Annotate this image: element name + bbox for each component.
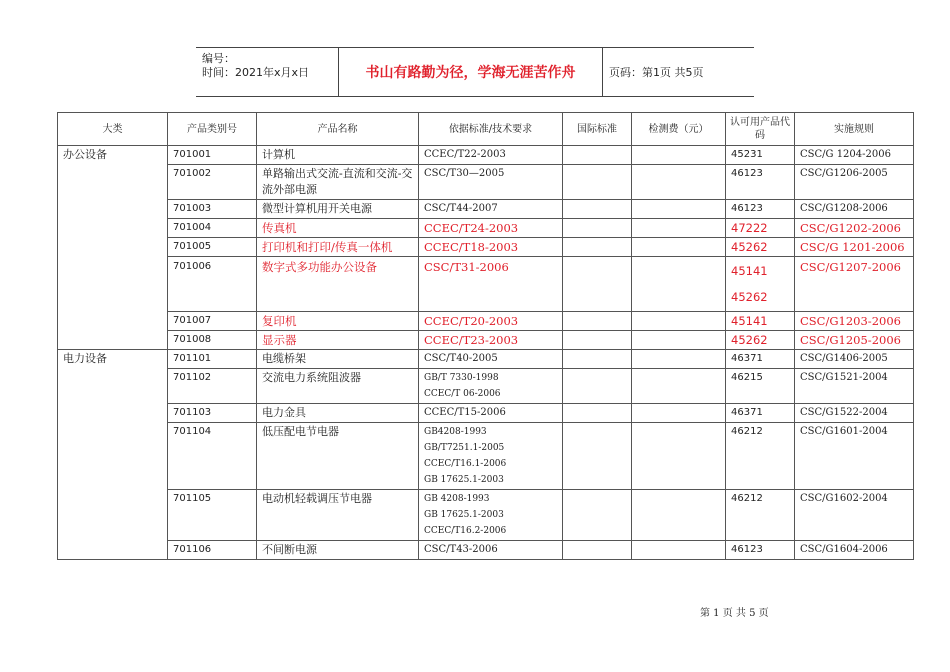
column-header: 认可用产品代码 — [726, 113, 795, 146]
test-fee-cell — [632, 219, 726, 238]
product-code-cell: 46123 — [726, 165, 795, 200]
product-name-cell: 数字式多功能办公设备 — [257, 257, 419, 312]
test-fee-cell — [632, 369, 726, 404]
product-name-cell: 电动机轻载调压节电器 — [257, 490, 419, 541]
test-fee-cell — [632, 238, 726, 257]
product-name-cell: 电力金具 — [257, 404, 419, 423]
standard-cell: CSC/T43-2006 — [419, 541, 563, 560]
table-row — [58, 331, 914, 350]
test-fee-cell — [632, 257, 726, 312]
table-row — [58, 312, 914, 331]
page-header — [196, 47, 754, 97]
category-number-cell: 701005 — [168, 238, 257, 257]
category-number-cell: 701007 — [168, 312, 257, 331]
page-footer: 第 1 页 共 5 页 — [700, 608, 769, 619]
product-code-cell: 46123 — [726, 200, 795, 219]
category-number-cell: 701008 — [168, 331, 257, 350]
header-meta — [196, 48, 339, 96]
international-standard-cell — [563, 490, 632, 541]
implementation-rule-cell: CSC/G1208-2006 — [795, 200, 914, 219]
category-number-cell: 701102 — [168, 369, 257, 404]
test-fee-cell — [632, 404, 726, 423]
table-row — [58, 404, 914, 423]
product-name-cell: 交流电力系统阻波器 — [257, 369, 419, 404]
implementation-rule-cell: CSC/G1205-2006 — [795, 331, 914, 350]
document-time-label: 时间：2021年x月x日 — [202, 66, 310, 79]
product-name-cell: 复印机 — [257, 312, 419, 331]
standard-cell: CCEC/T23-2003 — [419, 331, 563, 350]
standard-cell: CSC/T44-2007 — [419, 200, 563, 219]
column-header: 产品类别号 — [168, 113, 257, 146]
product-name-cell: 打印机和打印/传真一体机 — [257, 238, 419, 257]
table-row — [58, 490, 914, 541]
international-standard-cell — [563, 369, 632, 404]
implementation-rule-cell: CSC/G1522-2004 — [795, 404, 914, 423]
category-number-cell: 701002 — [168, 165, 257, 200]
standard-cell: CCEC/T18-2003 — [419, 238, 563, 257]
standard-cell: GB/T 7330-1998 CCEC/T 06-2006 — [419, 369, 563, 404]
implementation-rule-cell: CSC/G1207-2006 — [795, 257, 914, 312]
product-name-cell: 微型计算机用开关电源 — [257, 200, 419, 219]
international-standard-cell — [563, 312, 632, 331]
column-header: 大类 — [58, 113, 168, 146]
category-number-cell: 701004 — [168, 219, 257, 238]
table-row — [58, 423, 914, 490]
product-name-cell: 低压配电节电器 — [257, 423, 419, 490]
international-standard-cell — [563, 541, 632, 560]
test-fee-cell — [632, 331, 726, 350]
table-row — [58, 350, 914, 369]
test-fee-cell — [632, 490, 726, 541]
implementation-rule-cell: CSC/G1202-2006 — [795, 219, 914, 238]
test-fee-cell — [632, 200, 726, 219]
product-code-cell: 45141 45262 — [726, 257, 795, 312]
product-code-cell: 46212 — [726, 490, 795, 541]
category-number-cell: 701104 — [168, 423, 257, 490]
header-motto: 书山有路勤为径，学海无涯苦作舟 — [339, 48, 603, 96]
international-standard-cell — [563, 331, 632, 350]
international-standard-cell — [563, 238, 632, 257]
document-number-label: 编号： — [202, 52, 235, 65]
international-standard-cell — [563, 165, 632, 200]
standard-cell: GB4208-1993 GB/T7251.1-2005 CCEC/T16.1-2006 GB 17625.1-2003 — [419, 423, 563, 490]
product-code-cell: 46371 — [726, 350, 795, 369]
header-page-info: 页码：第1页 共5页 — [609, 66, 704, 79]
category-number-cell: 701006 — [168, 257, 257, 312]
table-row — [58, 219, 914, 238]
table-row — [58, 369, 914, 404]
standard-cell: CSC/T30—2005 — [419, 165, 563, 200]
column-header: 国际标准 — [563, 113, 632, 146]
column-header: 实施规则 — [795, 113, 914, 146]
table-body — [58, 146, 914, 560]
international-standard-cell — [563, 350, 632, 369]
category-number-cell: 701101 — [168, 350, 257, 369]
table-row — [58, 541, 914, 560]
product-name-cell: 计算机 — [257, 146, 419, 165]
test-fee-cell — [632, 350, 726, 369]
table-header-row — [58, 113, 914, 146]
column-header: 检测费（元） — [632, 113, 726, 146]
column-header: 产品名称 — [257, 113, 419, 146]
implementation-rule-cell: CSC/G1203-2006 — [795, 312, 914, 331]
product-table — [57, 112, 914, 560]
product-code-cell: 46212 — [726, 423, 795, 490]
implementation-rule-cell: CSC/G 1201-2006 — [795, 238, 914, 257]
implementation-rule-cell: CSC/G1602-2004 — [795, 490, 914, 541]
product-code-cell: 47222 — [726, 219, 795, 238]
test-fee-cell — [632, 312, 726, 331]
implementation-rule-cell: CSC/G1521-2004 — [795, 369, 914, 404]
table-row — [58, 165, 914, 200]
category-number-cell: 701003 — [168, 200, 257, 219]
product-code-cell: 46123 — [726, 541, 795, 560]
table-row — [58, 146, 914, 165]
product-code-cell: 45231 — [726, 146, 795, 165]
product-name-cell: 显示器 — [257, 331, 419, 350]
international-standard-cell — [563, 257, 632, 312]
product-name-cell: 不间断电源 — [257, 541, 419, 560]
standard-cell: CSC/T40-2005 — [419, 350, 563, 369]
international-standard-cell — [563, 404, 632, 423]
international-standard-cell — [563, 423, 632, 490]
implementation-rule-cell: CSC/G1206-2005 — [795, 165, 914, 200]
implementation-rule-cell: CSC/G 1204-2006 — [795, 146, 914, 165]
product-name-cell: 传真机 — [257, 219, 419, 238]
table-row — [58, 200, 914, 219]
test-fee-cell — [632, 423, 726, 490]
product-name-cell: 单路输出式交流-直流和交流-交流外部电源 — [257, 165, 419, 200]
test-fee-cell — [632, 146, 726, 165]
product-code-cell: 46371 — [726, 404, 795, 423]
category-number-cell: 701103 — [168, 404, 257, 423]
table-row — [58, 257, 914, 312]
international-standard-cell — [563, 200, 632, 219]
international-standard-cell — [563, 146, 632, 165]
product-code-cell: 45262 — [726, 238, 795, 257]
standard-cell: CCEC/T24-2003 — [419, 219, 563, 238]
category-cell: 电力设备 — [58, 350, 168, 560]
category-number-cell: 701001 — [168, 146, 257, 165]
standard-cell: CCEC/T22-2003 — [419, 146, 563, 165]
category-number-cell: 701106 — [168, 541, 257, 560]
international-standard-cell — [563, 219, 632, 238]
column-header: 依据标准/技术要求 — [419, 113, 563, 146]
category-cell: 办公设备 — [58, 146, 168, 350]
product-code-cell: 46215 — [726, 369, 795, 404]
implementation-rule-cell: CSC/G1604-2006 — [795, 541, 914, 560]
category-number-cell: 701105 — [168, 490, 257, 541]
standard-cell: CSC/T31-2006 — [419, 257, 563, 312]
product-code-cell: 45262 — [726, 331, 795, 350]
test-fee-cell — [632, 165, 726, 200]
standard-cell: GB 4208-1993 GB 17625.1-2003 CCEC/T16.2-2006 — [419, 490, 563, 541]
implementation-rule-cell: CSC/G1601-2004 — [795, 423, 914, 490]
standard-cell: CCEC/T20-2003 — [419, 312, 563, 331]
implementation-rule-cell: CSC/G1406-2005 — [795, 350, 914, 369]
product-name-cell: 电缆桥架 — [257, 350, 419, 369]
product-code-cell: 45141 — [726, 312, 795, 331]
standard-cell: CCEC/T15-2006 — [419, 404, 563, 423]
test-fee-cell — [632, 541, 726, 560]
table-row — [58, 238, 914, 257]
